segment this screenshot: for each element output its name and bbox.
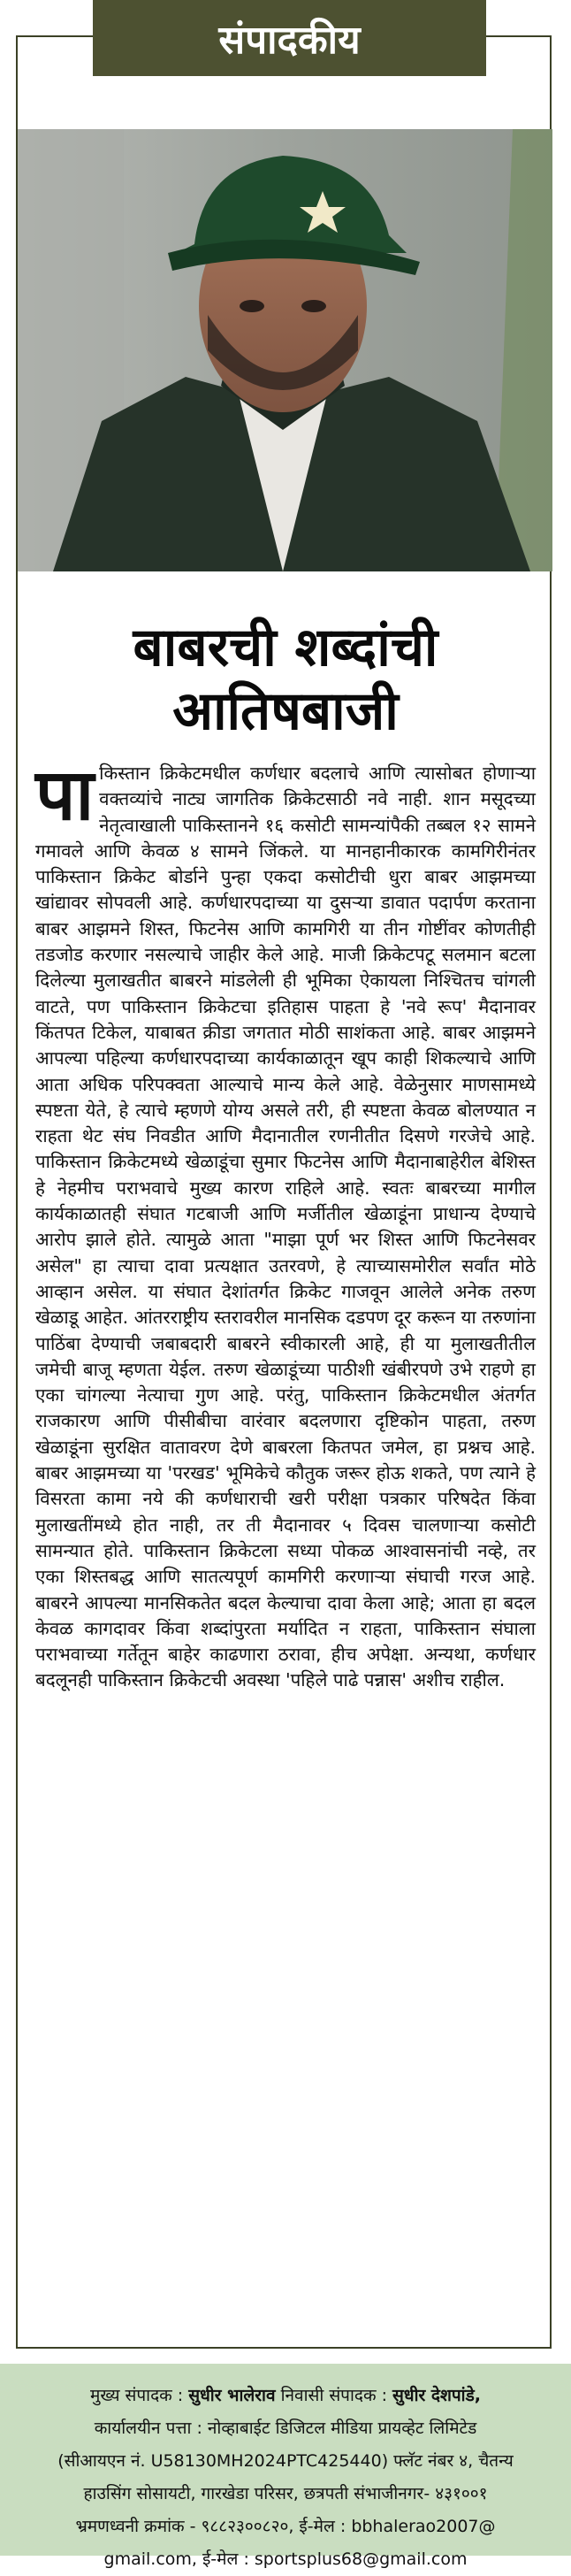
article-body xyxy=(35,754,536,1694)
article-headline: बाबरची शब्दांची आतिषबाजी xyxy=(133,617,438,742)
imprint-cin-line: (सीआयएन नं. U58130MH2024PTC425440) फ्लॅट नंबर ४, चैतन्य xyxy=(57,2451,514,2471)
drop-cap: पा xyxy=(35,754,95,836)
article-photo xyxy=(18,129,552,571)
imprint-email-line: gmail.com, ई-मेल : sportsplus68@gmail.com xyxy=(103,2549,468,2569)
imprint-contact-line: भ्रमणध्वनी क्रमांक - ९८८२३००८२०, ई-मेल : bbhalerao2007@ xyxy=(75,2517,496,2536)
resident-editor-name: सुधीर देशपांडे, xyxy=(392,2386,481,2405)
resident-editor-label: निवासी संपादक : xyxy=(280,2386,387,2405)
imprint-editors-line xyxy=(27,2380,544,2412)
chief-editor-name: सुधीर भालेराव xyxy=(188,2386,276,2405)
imprint-block xyxy=(27,2380,544,2576)
article-text: किस्तान क्रिकेटमधील कर्णधार बदलाचे आणि त्यासोबत होणाऱ्या वक्तव्यांचे नाट्य जागतिक क्रिकेटसाठी नवे नाही. शान मसूदच्या नेतृत्वाखाली पाकिस्तानने १६ कसोटी सामन्यांपैकी तब्बल १२ सामने गमावले आणि केवळ ४ सामने जिंकले. या मानहानीकारक कामगिरीनंतर पाकिस्तान क्रिकेट बोर्डाने पुन्हा एकदा कसोटीची धुरा बाबर आझमच्या खांद्यावर सोपवली आहे. कर्णधारपदाच्या या दुसऱ्या डावात पदार्पण करताना बाबर आझमने शिस्त, फिटनेस आणि कामगिरी या तीन गोष्टींवर कोणतीही तडजोड करणार नसल्याचे जाहीर केले आहे. माजी क्रिकेटपटू सलमान बटला दिलेल्या मुलाखतीत बाबरने मांडलेली ही भूमिका ऐकायला निश्चितच चांगली वाटते, पण पाकिस्तान क्रिकेटचा इतिहास पाहता हे 'नवे रूप' मैदानावर किंतपत टिकेल, याबाबत क्रीडा जगतात मोठी साशंकता आहे. बाबर आझमने आपल्या पहिल्या कर्णधारपदाच्या कार्यकाळातून खूप काही शिकल्याचे आणि आता अधिक परिपक्वता आल्याचे मान्य केले आहे. वेळेनुसार माणसामध्ये स्पष्टता येते, हे त्याचे म्हणणे योग्य असले तरी, ही स्पष्टता केवळ बोलण्यात न राहता थेट संघ निवडीत आणि मैदानातील रणनीतीत दिसणे गरजेचे आहे. पाकिस्तान क्रिकेटमध्ये खेळाडूंचा सुमार फिटनेस आणि मैदानाबाहेरील बेशिस्त हे नेहमीच पराभवाचे मुख्य कारण राहिले आहे. स्वतः बाबरच्या मागील कार्यकाळातही संघात गटबाजी आणि मर्जीतील खेळाडूंना प्राधान्य देण्याचे आरोप झाले होते. त्यामुळे आता "माझा पूर्ण भर शिस्त आणि फिटनेसवर असेल" हा त्याचा दावा प्रत्यक्षात उतरवणे, हे त्याच्यासमोरील सर्वांत मोठे आव्हान असेल. या संघात देशांतर्गत क्रिकेट गाजवून आलेले अनेक तरुण खेळाडू आहेत. आंतरराष्ट्रीय स्तरावरील मानसिक दडपण दूर करून या तरुणांना पाठिंबा देण्याची जबाबदारी बाबरने स्वीकारली आहे, ही या मुलाखतीतील जमेची बाजू म्हणता येईल. तरुण खेळाडूंच्या पाठीशी खंबीरपणे उभे राहणे हा एका चांगल्या नेत्याचा गुण आहे. परंतु, पाकिस्तान क्रिकेटमधील अंतर्गत राजकारण आणि पीसीबीचा वारंवार बदलणारा दृष्टिकोन पाहता, तरुण खेळाडूंना सुरक्षित वातावरण देणे बाबरला कितपत जमेल, हा प्रश्नच आहे. बाबर आझमच्या या 'परखड' भूमिकेचे कौतुक जरूर होऊ शकते, पण त्याने हे विसरता कामा नये की कर्णधाराची खरी परीक्षा पत्रकार परिषदेत किंवा मुलाखतींमध्ये होत नाही, तर ती मैदानावर ५ दिवस चालणाऱ्या कसोटी सामन्यात होते. पाकिस्तान क्रिकेटला सध्या पोकळ आश्वासनांची नव्हे, तर एका शिस्तबद्ध आणि सातत्यपूर्ण कामगिरी करणाऱ्या संघाची गरज आहे. बाबरने आपल्या मानसिकतेत बदल केल्याचा दावा केला आहे; आता हा बदल केवळ कागदावर किंवा शब्दांपुरता मर्यादित न राहता, पाकिस्तान संघाला पराभवाच्या गर्तेतून बाहेर काढणारा ठरावा, हीच अपेक्षा. अन्यथा, कर्णधार बदलूनही पाकिस्तान क्रिकेटची अवस्था 'पहिले पाढे पन्नास' अशीच राहील. xyxy=(35,763,536,1691)
chief-editor-label: मुख्य संपादक : xyxy=(89,2386,184,2405)
imprint-office-line: कार्यालयीन पत्ता : नोव्हाबाईट डिजिटल मीडिया प्रायव्हेट लिमिटेड xyxy=(94,2419,477,2438)
cricketer-photo-illustration xyxy=(18,129,552,571)
imprint-address-line: हाउसिंग सोसायटी, गारखेडा परिसर, छत्रपती संभाजीनगर- ४३१००१ xyxy=(83,2484,488,2503)
section-title: संपादकीय xyxy=(93,0,486,76)
